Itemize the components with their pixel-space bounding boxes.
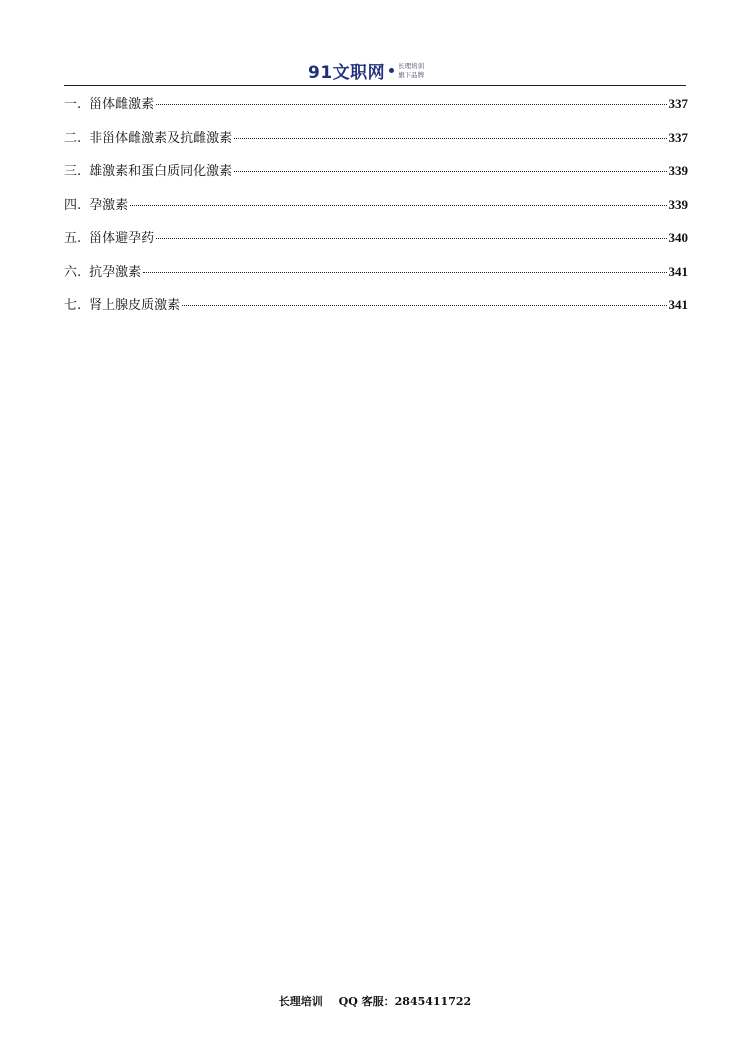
footer-org: 长理培训 <box>278 995 323 1008</box>
toc-entry-number: 三. <box>64 164 82 179</box>
toc-entry[interactable] <box>64 159 688 193</box>
logo-tagline-line1: 长理培训 <box>398 61 425 70</box>
toc-entry-page: 341 <box>668 297 688 312</box>
toc-entry-title: 肾上腺皮质激素 <box>89 298 181 313</box>
toc-entry-number: 四. <box>64 197 82 213</box>
toc-entry-number: 二. <box>64 130 82 146</box>
toc-entry-page: 337 <box>668 129 688 145</box>
toc-entry-number: 六. <box>64 264 82 280</box>
toc-entry-page: 337 <box>668 96 688 111</box>
toc-entry[interactable] <box>64 226 688 260</box>
toc-entry-page: 340 <box>668 230 688 245</box>
logo-text: 91文职网 <box>308 63 386 83</box>
toc-dot-leader <box>156 238 666 239</box>
header-divider <box>64 85 686 86</box>
toc-entry-number: 五. <box>64 231 82 246</box>
toc-entry-title: 雄激素和蛋白质同化激素 <box>89 164 233 179</box>
toc-entry[interactable] <box>64 193 688 227</box>
toc-entry-page: 339 <box>668 163 688 178</box>
page-footer <box>0 993 750 1009</box>
table-of-contents <box>64 92 688 327</box>
toc-dot-leader <box>234 171 666 172</box>
logo-tagline <box>398 62 424 80</box>
toc-entry-title: 抗孕激素 <box>89 264 142 280</box>
footer-contact: QQ 客服：2845411722 <box>338 995 472 1008</box>
toc-dot-leader <box>143 272 666 273</box>
toc-entry[interactable] <box>64 126 688 160</box>
toc-dot-leader <box>234 138 666 139</box>
toc-entry-page: 339 <box>668 196 688 212</box>
site-logo[interactable] <box>308 58 424 83</box>
page-header <box>0 56 750 82</box>
logo-tagline-line2: 旗下品牌 <box>398 70 425 79</box>
toc-entry-number: 一. <box>64 97 82 112</box>
toc-entry[interactable] <box>64 293 688 327</box>
toc-entry-page: 341 <box>668 263 688 279</box>
toc-dot-leader <box>182 305 666 306</box>
toc-entry-number: 七. <box>64 298 82 313</box>
toc-entry-title: 甾体雌激素 <box>89 97 155 112</box>
logo-dot-icon <box>389 68 394 73</box>
toc-entry-title: 非甾体雌激素及抗雌激素 <box>89 130 233 146</box>
toc-entry[interactable] <box>64 260 688 294</box>
toc-dot-leader <box>156 104 666 105</box>
toc-dot-leader <box>130 205 666 206</box>
toc-entry-title: 甾体避孕药 <box>89 231 155 246</box>
toc-entry[interactable] <box>64 92 688 126</box>
toc-entry-title: 孕激素 <box>89 197 129 213</box>
